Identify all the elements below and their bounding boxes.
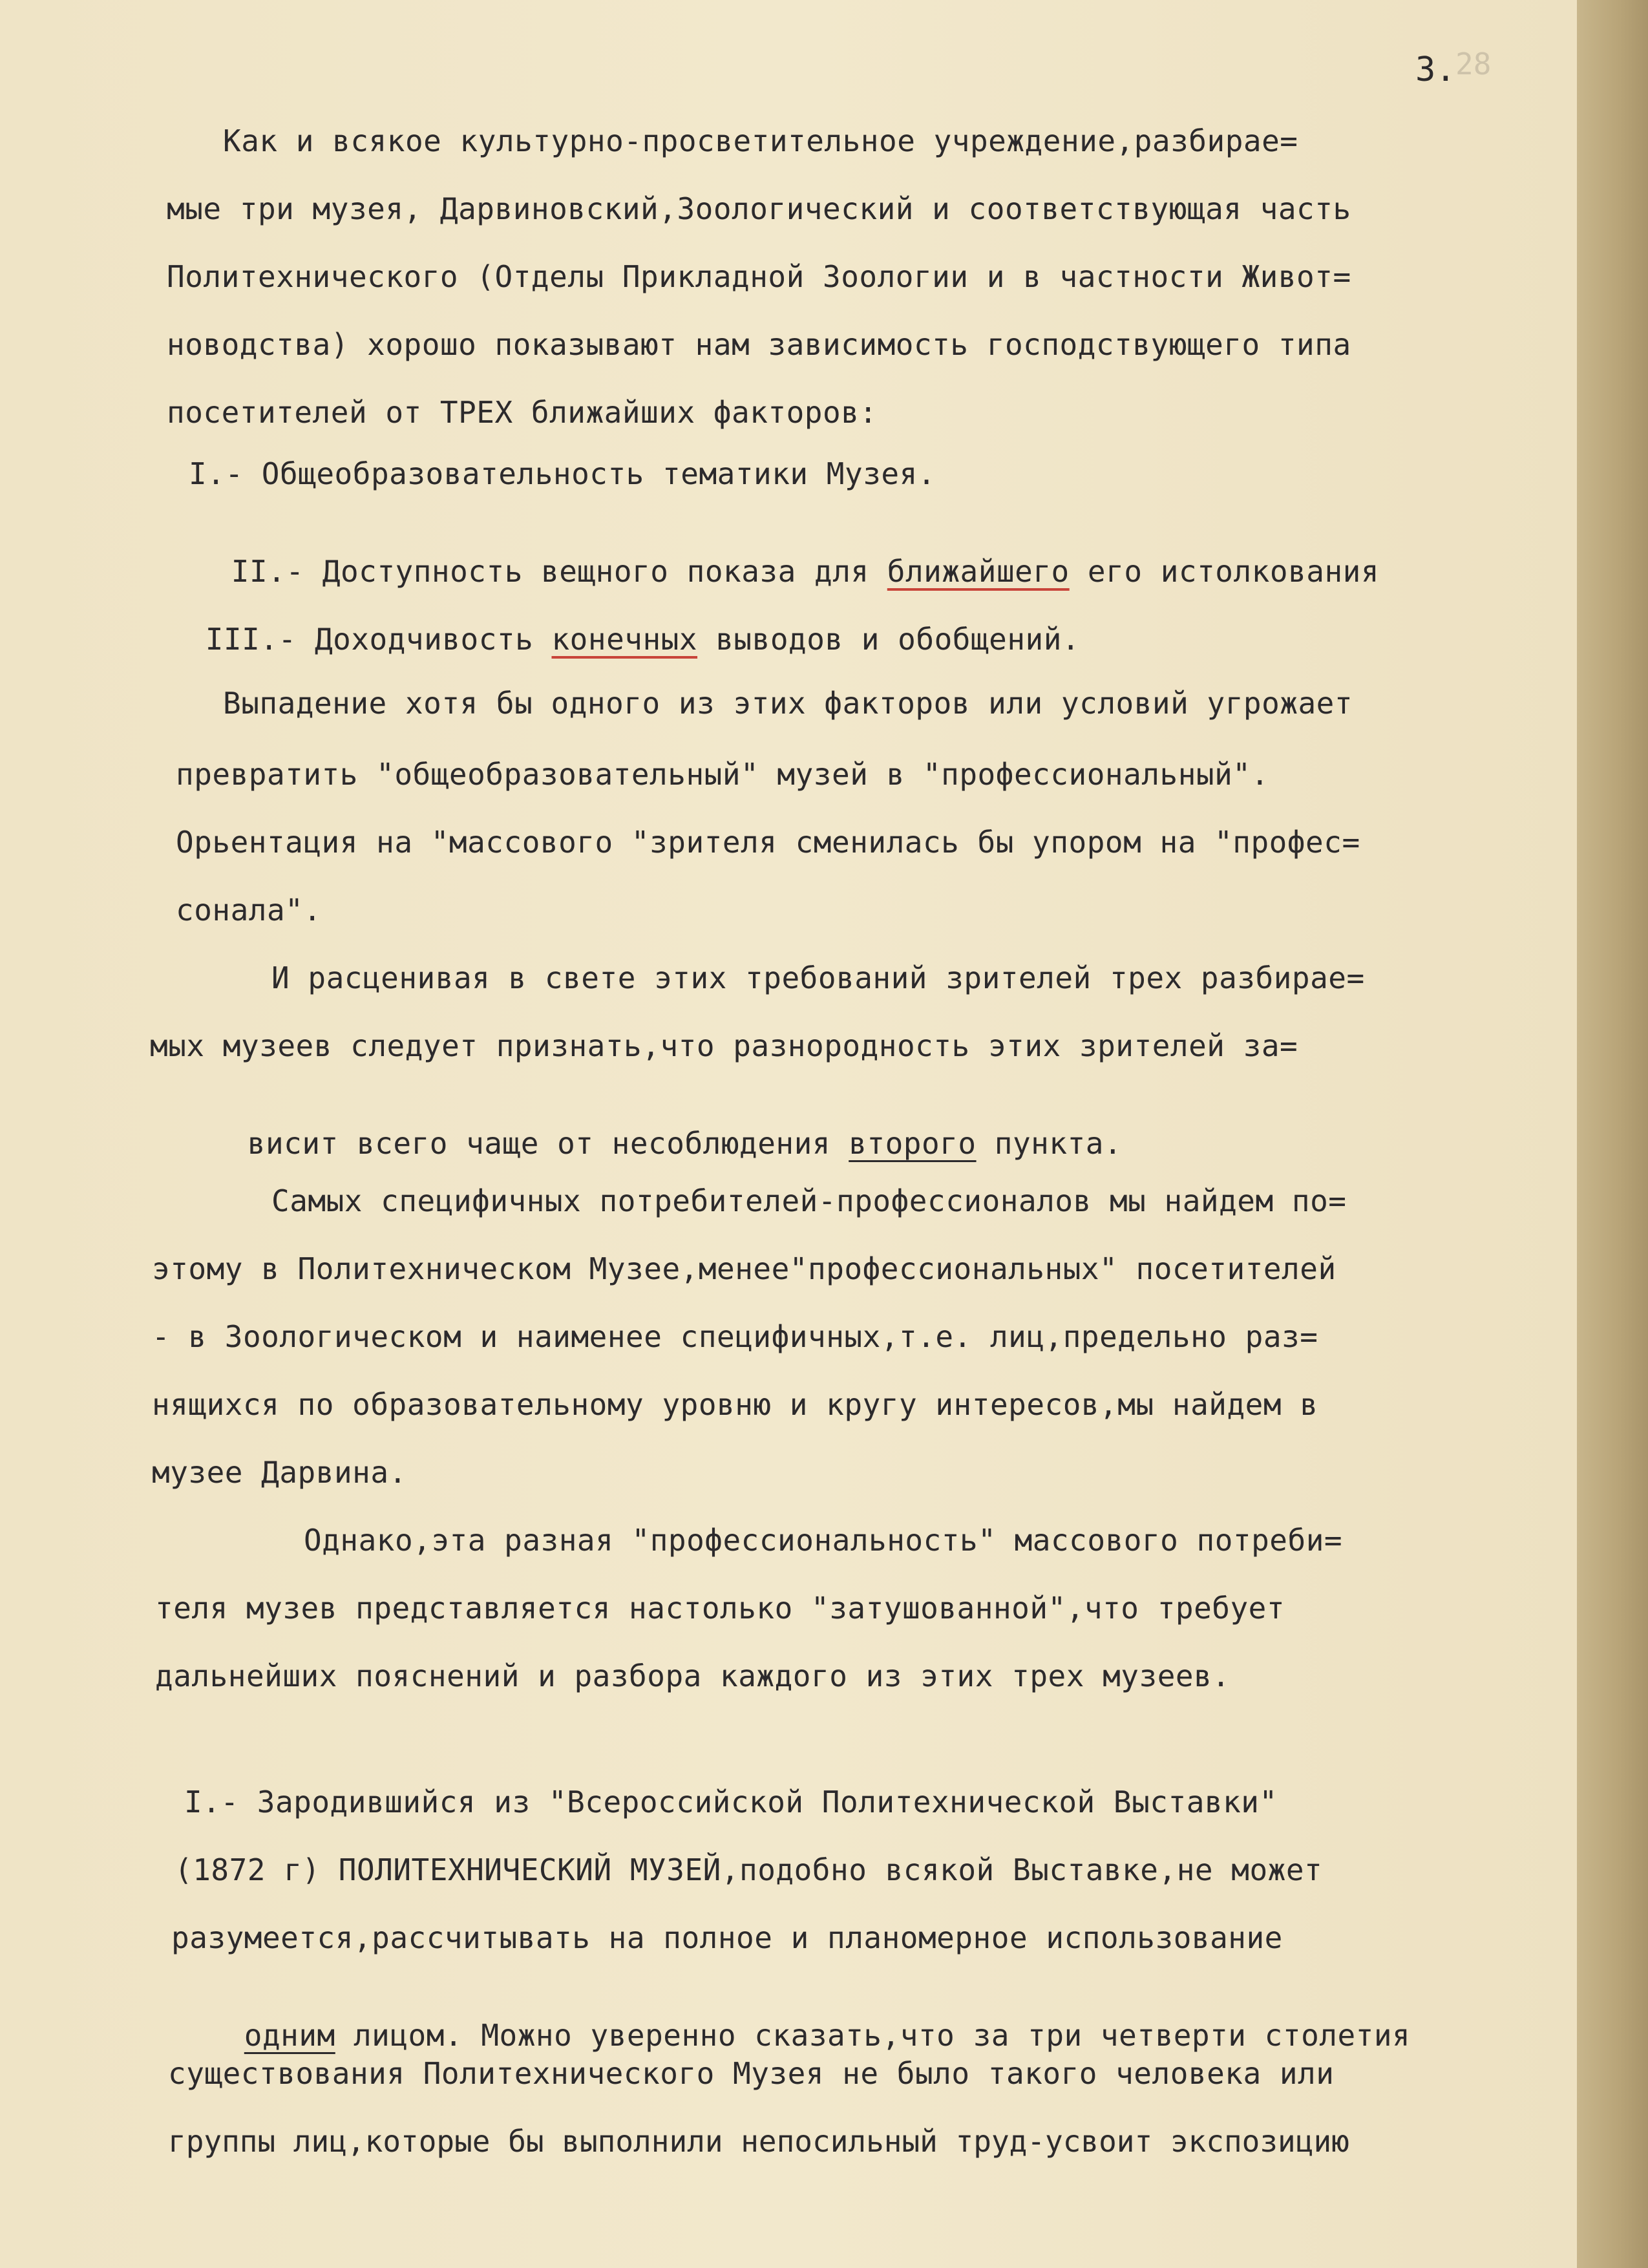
- text-line: превратить "общеобразовательный" музей в "профессиональный".: [176, 757, 1269, 792]
- text-line: теля музев представляется настолько "затушованной",что требует: [155, 1591, 1285, 1626]
- text-line: этому в Политехническом Музее,менее"профессиональных" посетителей: [152, 1251, 1336, 1286]
- text-line: Однако,эта разная "профессиональность" массового потреби=: [304, 1523, 1343, 1558]
- text-line: Как и всякое культурно-просветительное учреждение,разбирае=: [223, 123, 1298, 158]
- list-item-text: III.- Доходчивость: [205, 622, 552, 657]
- bleed-through-text: [388, 78, 1462, 112]
- underlined-word: конечных: [551, 622, 698, 657]
- list-item-text: его истолкования: [1069, 554, 1380, 589]
- section-heading-line: I.- Зародившийся из "Всероссийской Политехнической Выставки": [184, 1785, 1278, 1819]
- underlined-word: второго: [849, 1126, 977, 1161]
- text-line: мые три музея, Дарвиновский,Зоологический и соответствующая часть: [167, 191, 1351, 226]
- text-line: [174, 1099, 1122, 1188]
- list-item-text: II.- Доступность вещного показа для: [231, 554, 887, 589]
- text-line: группы лиц,которые бы выполнили непосильный труд-усвоит экспозицию: [168, 2124, 1349, 2159]
- text-line: И расценивая в свете этих требований зрителей трех разбирае=: [271, 960, 1365, 995]
- list-item: I.- Общеобразовательность тематики Музея.: [189, 456, 936, 491]
- text-line: (1872 г) ПОЛИТЕХНИЧЕСКИЙ МУЗЕЙ,подобно всякой Выставке,не может: [174, 1852, 1323, 1887]
- underlined-word: ближайшего: [887, 554, 1070, 589]
- text-line: мых музеев следует признать,что разнородность этих зрителей за=: [150, 1028, 1298, 1063]
- underlined-word: одним: [244, 2018, 335, 2053]
- text-line: дальнейших пояснений и разбора каждого из этих трех музеев.: [155, 1659, 1231, 1693]
- page-number: 3.: [1415, 50, 1456, 89]
- text-part: лицом. Можно уверенно сказать,что за три четверти столетия: [335, 2018, 1411, 2053]
- text-line: новодства) хорошо показывают нам зависимость господствующего типа: [167, 327, 1351, 362]
- list-item: [132, 595, 1080, 684]
- text-line: Самых специфичных потребителей-профессионалов мы найдем по=: [271, 1183, 1347, 1218]
- ghost-page-number: 28: [1455, 47, 1492, 81]
- text-line: музее Дарвина.: [152, 1455, 407, 1490]
- text-line: Орьентация на "массового "зрителя сменилась бы упором на "профес=: [176, 825, 1360, 860]
- text-line: посетителей от ТРЕХ ближайших факторов:: [167, 395, 878, 430]
- text-part: пункта.: [976, 1126, 1123, 1161]
- list-item-text: выводов и обобщений.: [697, 622, 1081, 657]
- text-line: разумеется,рассчитывать на полное и планомерное использование: [171, 1920, 1283, 1955]
- text-line: существования Политехнического Музея не было такого человека или: [168, 2056, 1335, 2091]
- text-line: нящихся по образовательному уровню и кругу интересов,мы найдем в: [152, 1387, 1318, 1422]
- text-part: висит всего чаще от несоблюдения: [247, 1126, 849, 1161]
- text-line: - в Зоологическом и наименее специфичных,т.е. лиц,предельно раз=: [152, 1319, 1318, 1354]
- text-line: сонала".: [176, 893, 322, 927]
- text-line: Политехнического (Отделы Прикладной Зоологии и в частности Живот=: [167, 259, 1351, 294]
- text-line: Выпадение хотя бы одного из этих факторов или условий угрожает: [223, 686, 1353, 721]
- page-binding-edge: [1577, 0, 1648, 2268]
